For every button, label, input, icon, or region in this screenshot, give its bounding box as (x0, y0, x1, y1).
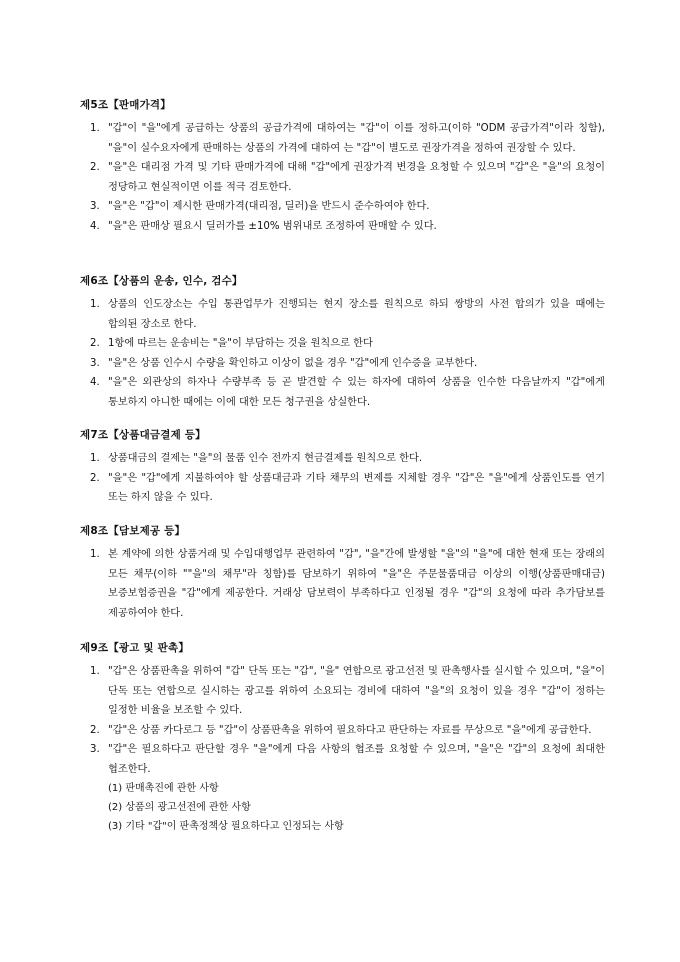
item-number: 2. (90, 338, 100, 349)
list-item (80, 721, 605, 741)
article-5 (80, 98, 605, 236)
list-item (80, 469, 605, 508)
item-text: "갑"은 상품판촉을 위하여 "갑" 단독 또는 "갑", "을" 연합으로 광고선전 및 판촉행사를 실시할 수 있으며, "을"이 단독 또는 연합으로 실시하는 광고를 위하여 소요되는 경비에 대하여 "을"의 요청이 있을 경우 "갑"이 정하는 일정한 비율을 보조할 수 있다. (108, 666, 605, 716)
list-item (80, 119, 605, 158)
item-number: 4. (90, 220, 100, 232)
item-text: "을"은 "갑"에게 지불하여야 할 상품대금과 기타 채무의 변제를 지체할 경우 "갑"은 "을"에게 상품인도를 연기 또는 하지 않을 수 있다. (108, 472, 605, 503)
item-text: 1항에 따르는 운송비는 "을"이 부담하는 것을 원칙으로 한다 (108, 338, 373, 349)
sub-items (108, 779, 605, 836)
article-items (80, 662, 605, 836)
sub-item: (3) 기타 "갑"이 판촉정책상 필요하다고 인정되는 사항 (108, 821, 344, 832)
article-items (80, 545, 605, 623)
article-title: 제7조【상품대금결제 등】 (80, 429, 206, 441)
item-number: 2. (90, 724, 100, 736)
article-9 (80, 641, 605, 836)
item-number: 3. (90, 357, 100, 369)
article-title: 제5조【판매가격】 (80, 99, 171, 111)
item-text: "을"은 "갑"이 제시한 판매가격(대리점, 딜러)을 반드시 준수하여야 한다. (108, 201, 430, 212)
item-number: 1. (90, 666, 100, 677)
item-number: 3. (90, 201, 100, 212)
item-number: 3. (90, 744, 100, 755)
list-item (80, 217, 605, 237)
article-title: 제8조【담보제공 등】 (80, 525, 186, 537)
list-item (80, 334, 605, 354)
sub-item: (1) 판매촉진에 관한 사항 (108, 783, 219, 794)
item-text: "을"은 판매상 필요시 딜러가를 ±10% 범위내로 조정하여 판매할 수 있다. (108, 220, 437, 232)
article-items (80, 295, 605, 412)
item-number: 2. (90, 472, 100, 484)
item-text: "을"은 상품 인수시 수량을 확인하고 이상이 없을 경우 "갑"에게 인수증을 교부한다. (108, 357, 478, 369)
article-title: 제6조【상품의 운송, 인수, 검수】 (80, 275, 243, 287)
item-text: 상품대금의 결제는 "을"의 물품 인수 전까지 현금결제를 원칙으로 한다. (108, 453, 423, 464)
article-7 (80, 428, 605, 508)
list-item (80, 662, 605, 721)
article-items (80, 449, 605, 508)
article-8 (80, 524, 605, 623)
article-6 (80, 274, 605, 412)
item-text: 본 계약에 의한 상품거래 및 수입대행업무 관련하여 "갑", "을"간에 발생할 "을"의 "을"에 대한 현재 또는 장래의 모든 채무(이하 ""을"의 채무"라 칭함)를 담보하기 위하여 "을"은 주문물품대금 이상의 이행(상품판매대금)보증보험증권을 "갑"에게 제공한다. 거래상 담보력이 부족하다고 인정될 경우 "갑"의 요청에 따라 추가담보를 제공하여야 한다. (108, 549, 605, 619)
item-number: 1. (90, 299, 100, 310)
item-text: "을"은 외관상의 하자나 수량부족 등 곧 발견할 수 있는 하자에 대하여 상품을 인수한 다음날까지 "갑"에게 통보하지 아니한 때에는 이에 대한 모든 청구권을 상실한다. (108, 377, 605, 408)
list-item (80, 449, 605, 469)
item-text: "갑"은 필요하다고 판단할 경우 "을"에게 다음 사항의 협조를 요청할 수 있으며, "을"은 "갑"의 요청에 최대한 협조한다. (108, 744, 605, 775)
item-number: 1. (90, 123, 100, 134)
article-title: 제9조【광고 및 판촉】 (80, 642, 190, 654)
list-item (80, 354, 605, 374)
article-items (80, 119, 605, 236)
list-item (80, 158, 605, 197)
item-text: "갑"이 "을"에게 공급하는 상품의 공급가격에 대하여는 "갑"이 이를 정하고(이하 "ODM 공급가격"이라 칭함), "을"이 실수요자에게 판매하는 상품의 가격에 대하여 는 "갑"이 별도로 권장가격을 정하여 권장할 수 있다. (108, 123, 605, 154)
list-item (80, 373, 605, 412)
item-text: 상품의 인도장소는 수입 통관업무가 진행되는 현지 장소를 원칙으로 하되 쌍방의 사전 합의가 있을 때에는 합의된 장소로 한다. (108, 299, 605, 330)
list-item (80, 197, 605, 217)
item-number: 2. (90, 162, 100, 173)
sub-item: (2) 상품의 광고선전에 관한 사항 (108, 802, 251, 813)
item-number: 1. (90, 549, 100, 560)
item-text: "갑"은 상품 카다로그 등 "갑"이 상품판촉을 위하여 필요하다고 판단하는 자료를 무상으로 "을"에게 공급한다. (108, 724, 592, 736)
list-item (80, 740, 605, 836)
item-text: "을"은 대리점 가격 및 기타 판매가격에 대해 "갑"에게 권장가격 변경을 요청할 수 있으며 "갑"은 "을"의 요청이 정당하고 현실적이면 이를 적극 검토한다. (108, 162, 605, 193)
list-item (80, 545, 605, 623)
item-number: 4. (90, 377, 100, 388)
item-number: 1. (90, 453, 100, 464)
list-item (80, 295, 605, 334)
